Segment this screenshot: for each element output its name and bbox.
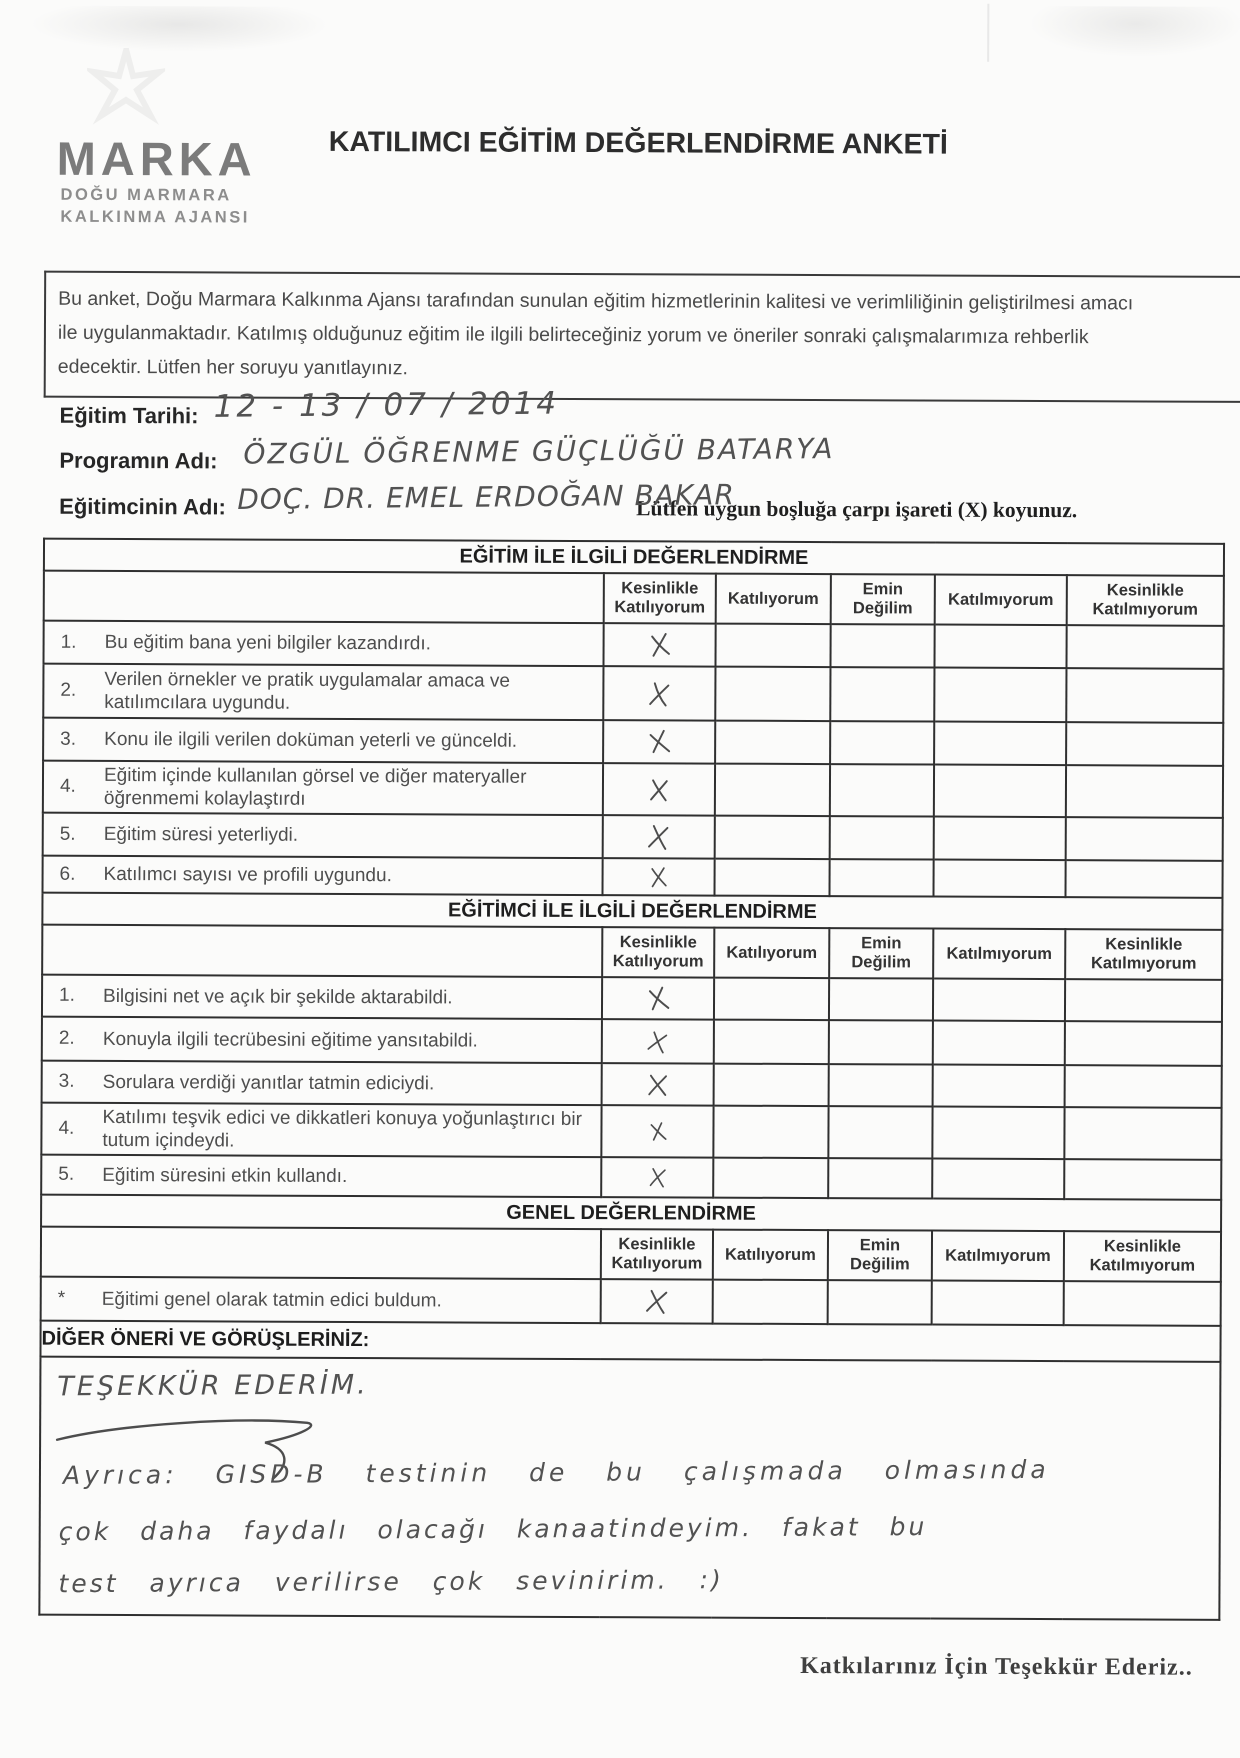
column-header-strongly-agree: Kesinlikle Katılıyorum	[602, 927, 714, 977]
intro-line: edecektir. Lütfen her soruyu yanıtlayınız.	[57, 355, 408, 380]
handwritten-comment: Ayrıca: GISD-B testinin de bu çalışmada olmasında	[62, 1454, 1050, 1490]
answer-cell	[933, 979, 1065, 1022]
question-text: Katılımı teşvik edici ve dikkatleri konuya yoğunlaştırıcı bir tutum içindeydi.	[102, 1106, 582, 1152]
column-header-disagree: Katılmıyorum	[935, 575, 1067, 626]
column-header-unsure: Emin Değilim	[829, 928, 933, 978]
answer-cell	[932, 1281, 1064, 1326]
answer-cell	[828, 1280, 932, 1324]
answer-cell	[1066, 765, 1223, 818]
question-number: 5.	[58, 1163, 75, 1185]
question-number: 3.	[58, 1070, 75, 1092]
question-number: 4.	[58, 1117, 75, 1139]
survey-table	[38, 538, 1225, 1621]
question-number: 2.	[58, 1027, 75, 1049]
answer-cell	[714, 1020, 829, 1065]
question-text: Verilen örnekler ve pratik uygulamalar amaca ve katılımcılara uygundu.	[104, 668, 511, 714]
column-header-agree: Katılıyorum	[714, 928, 829, 979]
answer-cell	[934, 765, 1066, 818]
section-title-training: EĞİTİM İLE İLGİLİ DEĞERLENDİRME	[44, 539, 1224, 576]
answer-cell-checked	[603, 623, 715, 666]
answer-cell	[933, 860, 1065, 898]
answer-cell	[934, 722, 1066, 766]
table-row	[41, 1103, 1221, 1160]
question-text: Katılımcı sayısı ve profili uygundu.	[103, 863, 392, 887]
scan-streak	[987, 4, 989, 62]
intro-line: ile uygulanmaktadır. Katılmış olduğunuz eğitim ile ilgili belirteceğiniz yorum ve öneriler sonraki çalışmalarımıza rehberlik	[57, 321, 1089, 349]
table-row	[43, 813, 1223, 861]
table-row	[43, 718, 1223, 766]
answer-cell	[1066, 817, 1223, 861]
answer-cell	[830, 667, 934, 721]
answer-cell	[1066, 625, 1223, 669]
form-title: KATILIMCI EĞİTİM DEĞERLENDİRME ANKETİ	[328, 125, 948, 161]
answer-cell	[1066, 668, 1223, 723]
marka-star-icon	[87, 48, 165, 130]
question-number: 1.	[59, 984, 75, 1006]
answer-cell	[1065, 1021, 1222, 1066]
answer-cell-checked	[602, 858, 714, 895]
column-header-unsure: Emin Değilim	[831, 574, 935, 624]
answer-cell	[932, 1107, 1064, 1160]
question-text: Konu ile ilgili verilen doküman yeterli ve günceldi.	[104, 728, 518, 752]
answer-cell	[714, 978, 829, 1021]
answer-cell	[934, 625, 1066, 669]
column-header-strongly-disagree: Kesinlikle Katılmıyorum	[1067, 575, 1224, 626]
answer-cell-checked	[602, 1063, 714, 1105]
answer-cell	[1064, 1107, 1221, 1160]
answer-cell	[715, 764, 830, 817]
answer-cell	[934, 668, 1066, 723]
table-row	[43, 664, 1223, 723]
table-row	[41, 1155, 1221, 1200]
answer-cell	[1066, 722, 1223, 766]
answer-cell	[829, 978, 933, 1020]
answer-cell	[933, 1065, 1065, 1108]
question-text: Eğitim süresi yeterliydi.	[103, 823, 299, 846]
footer-thanks: Katkılarınız İçin Teşekkür Ederiz..	[800, 1652, 1193, 1681]
answer-cell	[933, 1021, 1065, 1066]
section-title-trainer: EĞİTİMCİ İLE İLGİLİ DEĞERLENDİRME	[42, 893, 1222, 930]
table-row	[42, 1061, 1222, 1108]
answer-cell	[713, 1106, 828, 1159]
intro-box	[44, 271, 1240, 403]
column-header-strongly-disagree: Kesinlikle Katılmıyorum	[1065, 929, 1222, 980]
question-number: 2.	[60, 679, 77, 701]
handwritten-comment: test ayrıca verilirse çok sevinirim. :)	[58, 1565, 724, 1599]
answer-cell	[830, 816, 934, 859]
question-number: *	[57, 1287, 66, 1309]
answer-cell	[715, 721, 830, 765]
empty-header-cell	[42, 925, 602, 977]
question-number: 1.	[60, 631, 77, 653]
table-row	[42, 1017, 1222, 1066]
field-label-program-name: Programın Adı:	[59, 447, 218, 474]
mark-instruction: Lütfen uygun boşluğa çarpı işareti (X) koyunuz.	[636, 496, 1078, 523]
answer-cell-checked	[601, 1105, 713, 1157]
column-header-agree: Katılıyorum	[713, 1230, 828, 1281]
answer-cell-checked	[603, 666, 715, 720]
empty-header-cell	[41, 1227, 601, 1279]
answer-cell	[828, 1106, 932, 1158]
answer-cell	[829, 859, 933, 896]
answer-cell-checked	[601, 1279, 713, 1323]
question-number: 3.	[60, 728, 77, 750]
question-text: Eğitimi genel olarak tatmin edici buldum.	[101, 1288, 442, 1311]
handwritten-comment: TEŞEKKÜR EDERİM.	[57, 1369, 369, 1403]
intro-line: Bu anket, Doğu Marmara Kalkınma Ajansı tarafından sunulan eğitim hizmetlerinin kalitesi ve verimliliğinin geliştirilmesi amacı	[58, 287, 1134, 315]
question-number: 4.	[59, 775, 76, 797]
comments-area	[39, 1357, 1220, 1620]
answer-cell	[715, 667, 830, 722]
answer-cell	[1065, 860, 1222, 898]
table-row	[43, 761, 1223, 818]
section-title-general: GENEL DEĞERLENDİRME	[41, 1195, 1221, 1232]
question-text: Bilgisini net ve açık bir şekilde aktarabildi.	[103, 985, 453, 1008]
column-header-disagree: Katılmıyorum	[932, 1231, 1064, 1282]
column-header-agree: Katılıyorum	[716, 574, 831, 625]
answer-cell	[830, 764, 934, 816]
answer-cell	[829, 1064, 933, 1106]
field-label-trainer-name: Eğitimcinin Adı:	[59, 493, 226, 520]
question-text: Eğitim süresini etkin kullandı.	[102, 1164, 348, 1187]
field-value-program-name: ÖZGÜL ÖĞRENME GÜÇLÜĞÜ BATARYA	[243, 431, 835, 471]
answer-cell	[715, 816, 830, 860]
answer-cell	[713, 1280, 828, 1325]
column-header-disagree: Katılmıyorum	[933, 929, 1065, 980]
answer-cell-checked	[603, 720, 715, 763]
answer-cell-checked	[601, 1157, 713, 1197]
scan-smudge-top-right	[1031, 6, 1240, 57]
answer-cell	[830, 624, 934, 667]
table-row	[42, 975, 1222, 1022]
answer-cell-checked	[602, 977, 714, 1019]
table-row	[41, 1277, 1221, 1326]
question-text: Eğitim içinde kullanılan görsel ve diğer materyaller öğrenmemi kolaylaştırdı	[103, 764, 527, 810]
table-row	[43, 621, 1223, 669]
answer-cell	[1065, 979, 1222, 1022]
answer-cell	[1065, 1065, 1222, 1108]
answer-cell-checked	[603, 815, 715, 858]
field-label-training-date: Eğitim Tarihi:	[59, 402, 199, 429]
column-header-unsure: Emin Değilim	[828, 1230, 932, 1280]
question-text: Konuyla ilgili tecrübesini eğitime yansıtabildi.	[102, 1028, 478, 1052]
answer-cell	[1064, 1281, 1221, 1326]
column-header-strongly-agree: Kesinlikle Katılıyorum	[601, 1229, 713, 1279]
empty-header-cell	[44, 571, 604, 623]
answer-cell	[934, 817, 1066, 861]
table-row	[43, 856, 1223, 898]
column-header-strongly-disagree: Kesinlikle Katılmıyorum	[1064, 1231, 1221, 1282]
answer-cell-checked	[602, 1019, 714, 1063]
logo-sub-line1: DOĞU MARMARA	[60, 185, 232, 205]
answer-cell-checked	[603, 763, 715, 815]
question-text: Sorulara verdiği yanıtlar tatmin ediciydi.	[102, 1071, 435, 1094]
answer-cell	[714, 859, 829, 897]
answer-cell	[714, 1064, 829, 1107]
answer-cell	[1064, 1159, 1221, 1200]
answer-cell	[828, 1158, 932, 1198]
column-header-strongly-agree: Kesinlikle Katılıyorum	[604, 573, 716, 623]
logo-marka: MARKA	[56, 131, 257, 186]
answer-cell	[932, 1159, 1064, 1200]
field-value-training-date: 12 - 13 / 07 / 2014	[213, 385, 560, 425]
answer-cell	[830, 721, 934, 764]
question-text: Bu eğitim bana yeni bilgiler kazandırdı.	[104, 631, 431, 655]
question-number: 5.	[59, 823, 76, 845]
other-comments-title: DİĞER ÖNERİ VE GÖRÜŞLERİNİZ:	[40, 1321, 1220, 1362]
logo-sub-line2: KALKINMA AJANSI	[60, 207, 250, 227]
answer-cell	[713, 1158, 828, 1199]
question-number: 6.	[59, 863, 76, 885]
answer-cell	[715, 624, 830, 668]
field-value-trainer-name: DOÇ. DR. EMEL ERDOĞAN BAKAR	[237, 478, 735, 516]
answer-cell	[829, 1020, 933, 1064]
scan-smudge-top-left	[29, 6, 329, 53]
handwritten-comment: çok daha faydalı olacağı kanaatindeyim. fakat bu	[58, 1511, 928, 1547]
